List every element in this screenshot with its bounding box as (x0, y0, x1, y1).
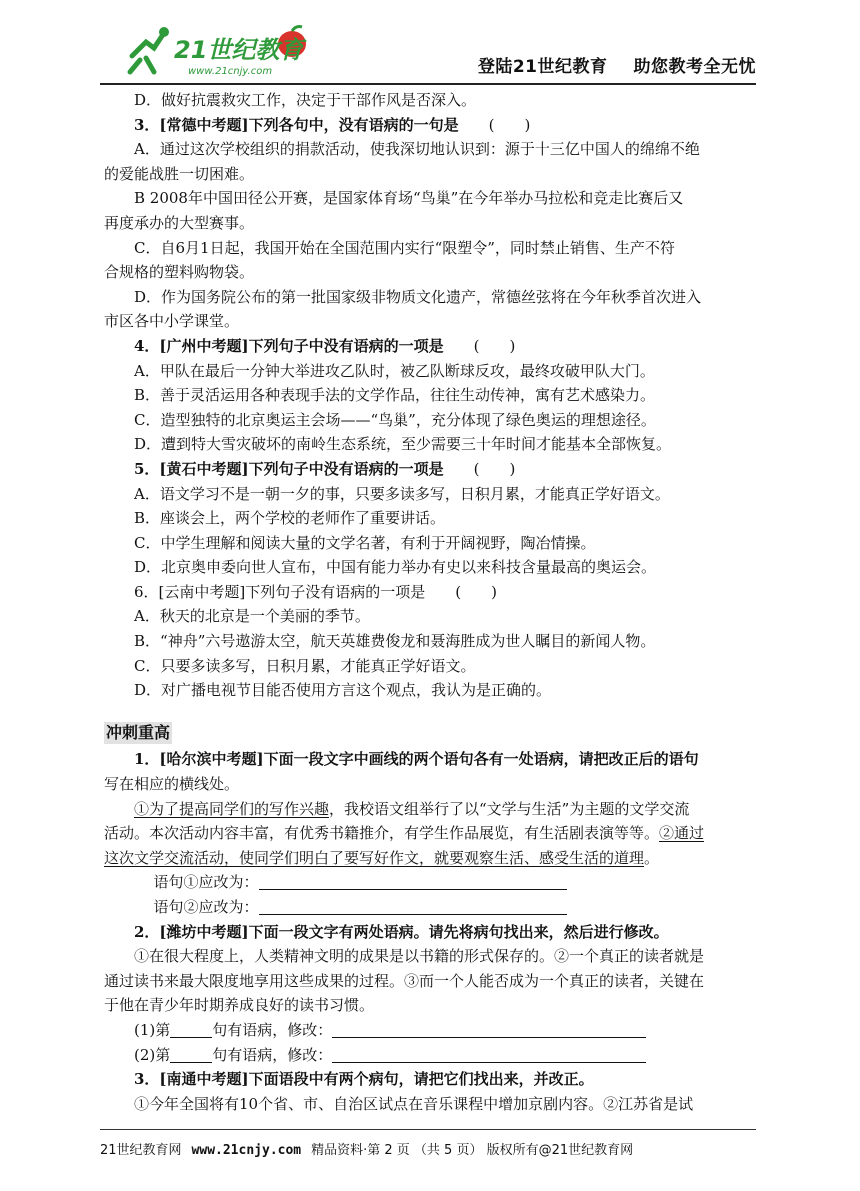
passage-line (104, 846, 756, 871)
option-line: A．语文学习不是一朝一夕的事，只要多读多写，日积月累，才能真正学好语文。 (134, 484, 670, 503)
answer-blank[interactable] (332, 1020, 646, 1038)
option-line: C．只要多读多写，日积月累，才能真正学好语文。 (134, 656, 476, 675)
answer-paren: ( ) (455, 582, 497, 601)
answer-label: (1)第 (134, 1020, 171, 1039)
footer-rule (100, 1129, 756, 1130)
question-stem: 5．[黄石中考题]下列句子中没有语病的一项是 (134, 459, 444, 478)
option-line: C．造型独特的北京奥运主会场——“鸟巢”，充分体现了绿色奥运的理想途径。 (134, 410, 656, 429)
answer-paren: ( ) (473, 336, 516, 355)
option-line: D．北京奥申委向世人宣布，中国有能力举办有史以来科技含量最高的奥运会。 (134, 558, 657, 577)
passage-line: 通过读书来最大限度地享用这些成果的过程。③而一个人能否成为一个真正的读者，关键在 (104, 971, 705, 990)
answer-label: 语句②应改为： (153, 898, 259, 916)
logo-url: www.21cnjy.com (188, 66, 273, 77)
option-line: A．秋天的北京是一个美丽的季节。 (134, 607, 370, 626)
passage-text: 活动。本次活动内容丰富，有优秀书籍推介，有学生作品展览，有生活剧表演等等。 (104, 824, 660, 843)
answer-blank[interactable] (259, 872, 567, 890)
question-stem: 4．[广州中考题]下列句子中没有语病的一项是 (134, 336, 444, 355)
exercise-3 (104, 1067, 756, 1092)
question-3 (104, 113, 756, 138)
slogan-left: 登陆21世纪教育 (477, 57, 608, 77)
question-stem: 3．[南通中考题]下面语段中有两个病句，请把它们找出来，并改正。 (134, 1070, 594, 1089)
question-stem-cont: 写在相应的横线处。 (104, 775, 240, 794)
question-stem: 3．[常德中考题]下列各句中，没有语病的一句是 (134, 115, 459, 134)
answer-paren: ( ) (473, 459, 516, 478)
passage-text: 。 (644, 848, 660, 867)
option-line: D．作为国务院公布的第一批国家级非物质文化遗产，常德丝弦将在今年秋季首次进入 (134, 287, 702, 306)
option-line: 合规格的塑料购物袋。 (104, 263, 255, 282)
page-footer (100, 1139, 756, 1158)
passage-line (104, 821, 756, 846)
logo (110, 22, 325, 80)
option-line: D．遭到特大雪灾破坏的南岭生态系统，至少需要三十年时间才能基本全部恢复。 (134, 435, 672, 454)
passage-line: ①今年全国将有10个省、市、自治区试点在音乐课程中增加京剧内容。②江苏省是试 (134, 1094, 694, 1113)
answer-line (104, 870, 756, 895)
answer-line (104, 895, 756, 920)
exercise-1 (104, 747, 756, 772)
logo-text: 21世纪教育 (174, 36, 304, 64)
option-line: A．通过这次学校组织的捐款活动，使我深切地认识到：源于十三亿中国人的绵绵不绝 (134, 140, 700, 159)
passage-line (104, 797, 756, 822)
header-slogan (478, 52, 756, 77)
answer-blank[interactable] (170, 1020, 212, 1038)
answer-line (104, 1043, 756, 1068)
document-body (104, 88, 756, 1116)
footer-right: 精品资料·第 2 页 （共 5 页） 版权所有@21世纪教育网 (311, 1143, 634, 1158)
slogan-right: 助您教考全无忧 (633, 57, 756, 77)
question-stem: 2．[潍坊中考题]下面一段文字有两处语病。请先将病句找出来，然后进行修改。 (134, 922, 669, 941)
option-line: B．座谈会上，两个学校的老师作了重要讲话。 (134, 509, 446, 528)
section-heading (104, 721, 756, 746)
passage-line: 于他在青少年时期养成良好的读书习惯。 (104, 996, 375, 1015)
option-line: B．“神舟”六号遨游太空，航天英雄费俊龙和聂海胜成为世人瞩目的新闻人物。 (134, 632, 656, 651)
answer-label: (2)第 (134, 1045, 171, 1064)
answer-label: 句有语病，修改： (212, 1045, 333, 1064)
footer-site-link[interactable]: www.21cnjy.com (191, 1143, 302, 1158)
passage-line: ①在很大程度上，人类精神文明的成果是以书籍的形式保存的。②一个真正的读者就是 (134, 947, 705, 966)
option-line: C．中学生理解和阅读大量的文学名著，有利于开阔视野，陶冶情操。 (134, 533, 596, 552)
answer-paren: ( ) (488, 115, 531, 134)
option-line: C．自6月1日起，我国开始在全国范围内实行“限塑令”，同时禁止销售、生产不符 (134, 238, 675, 257)
answer-blank[interactable] (259, 897, 567, 915)
option-line: D．对广播电视节目能否使用方言这个观点，我认为是正确的。 (134, 681, 552, 700)
question-6 (104, 580, 756, 605)
option-line: 市区各中小学课堂。 (104, 312, 240, 331)
option-line: A．甲队在最后一分钟大举进攻乙队时，被乙队断球反攻，最终攻破甲队大门。 (134, 361, 655, 380)
underlined-sentence-1: ①为了提高同学们的写作兴趣 (134, 799, 330, 818)
page-header (100, 22, 756, 80)
passage-text: ，我校语文组举行了以“文学与生活”为主题的文学交流 (329, 799, 690, 818)
question-5 (104, 457, 756, 482)
option-line: D．做好抗震救灾工作，决定于干部作风是否深入。 (134, 91, 477, 109)
question-stem: 1．[哈尔滨中考题]下面一段文字中画线的两个语句各有一处语病，请把改正后的语句 (134, 750, 699, 769)
option-line: 再度承办的大型赛事。 (104, 213, 255, 232)
underlined-sentence-2: ②通过 (659, 824, 705, 843)
answer-label: 语句①应改为： (153, 873, 259, 892)
answer-blank[interactable] (170, 1045, 212, 1063)
footer-left: 21世纪教育网 (100, 1143, 182, 1158)
header-rule (100, 83, 756, 85)
exercise-2 (104, 920, 756, 945)
answer-line (104, 1018, 756, 1043)
option-line: B．善于灵活运用各种表现手法的文学作品，往往生动传神，寓有艺术感染力。 (134, 386, 656, 405)
answer-label: 句有语病，修改： (212, 1020, 333, 1039)
section-title: 冲刺重高 (106, 722, 171, 742)
question-4 (104, 334, 756, 359)
option-line: 的爱能战胜一切困难。 (104, 164, 255, 183)
underlined-sentence-2-cont: 这次文学交流活动，使同学们明白了要写好作文，就要观察生活、感受生活的道理 (104, 848, 645, 867)
answer-blank[interactable] (332, 1045, 646, 1063)
option-line: B 2008年中国田径公开赛，是国家体育场“鸟巢”在今年举办马拉松和竞走比赛后又 (134, 189, 684, 208)
question-stem: 6．[云南中考题]下列句子没有语病的一项是 (134, 582, 426, 601)
